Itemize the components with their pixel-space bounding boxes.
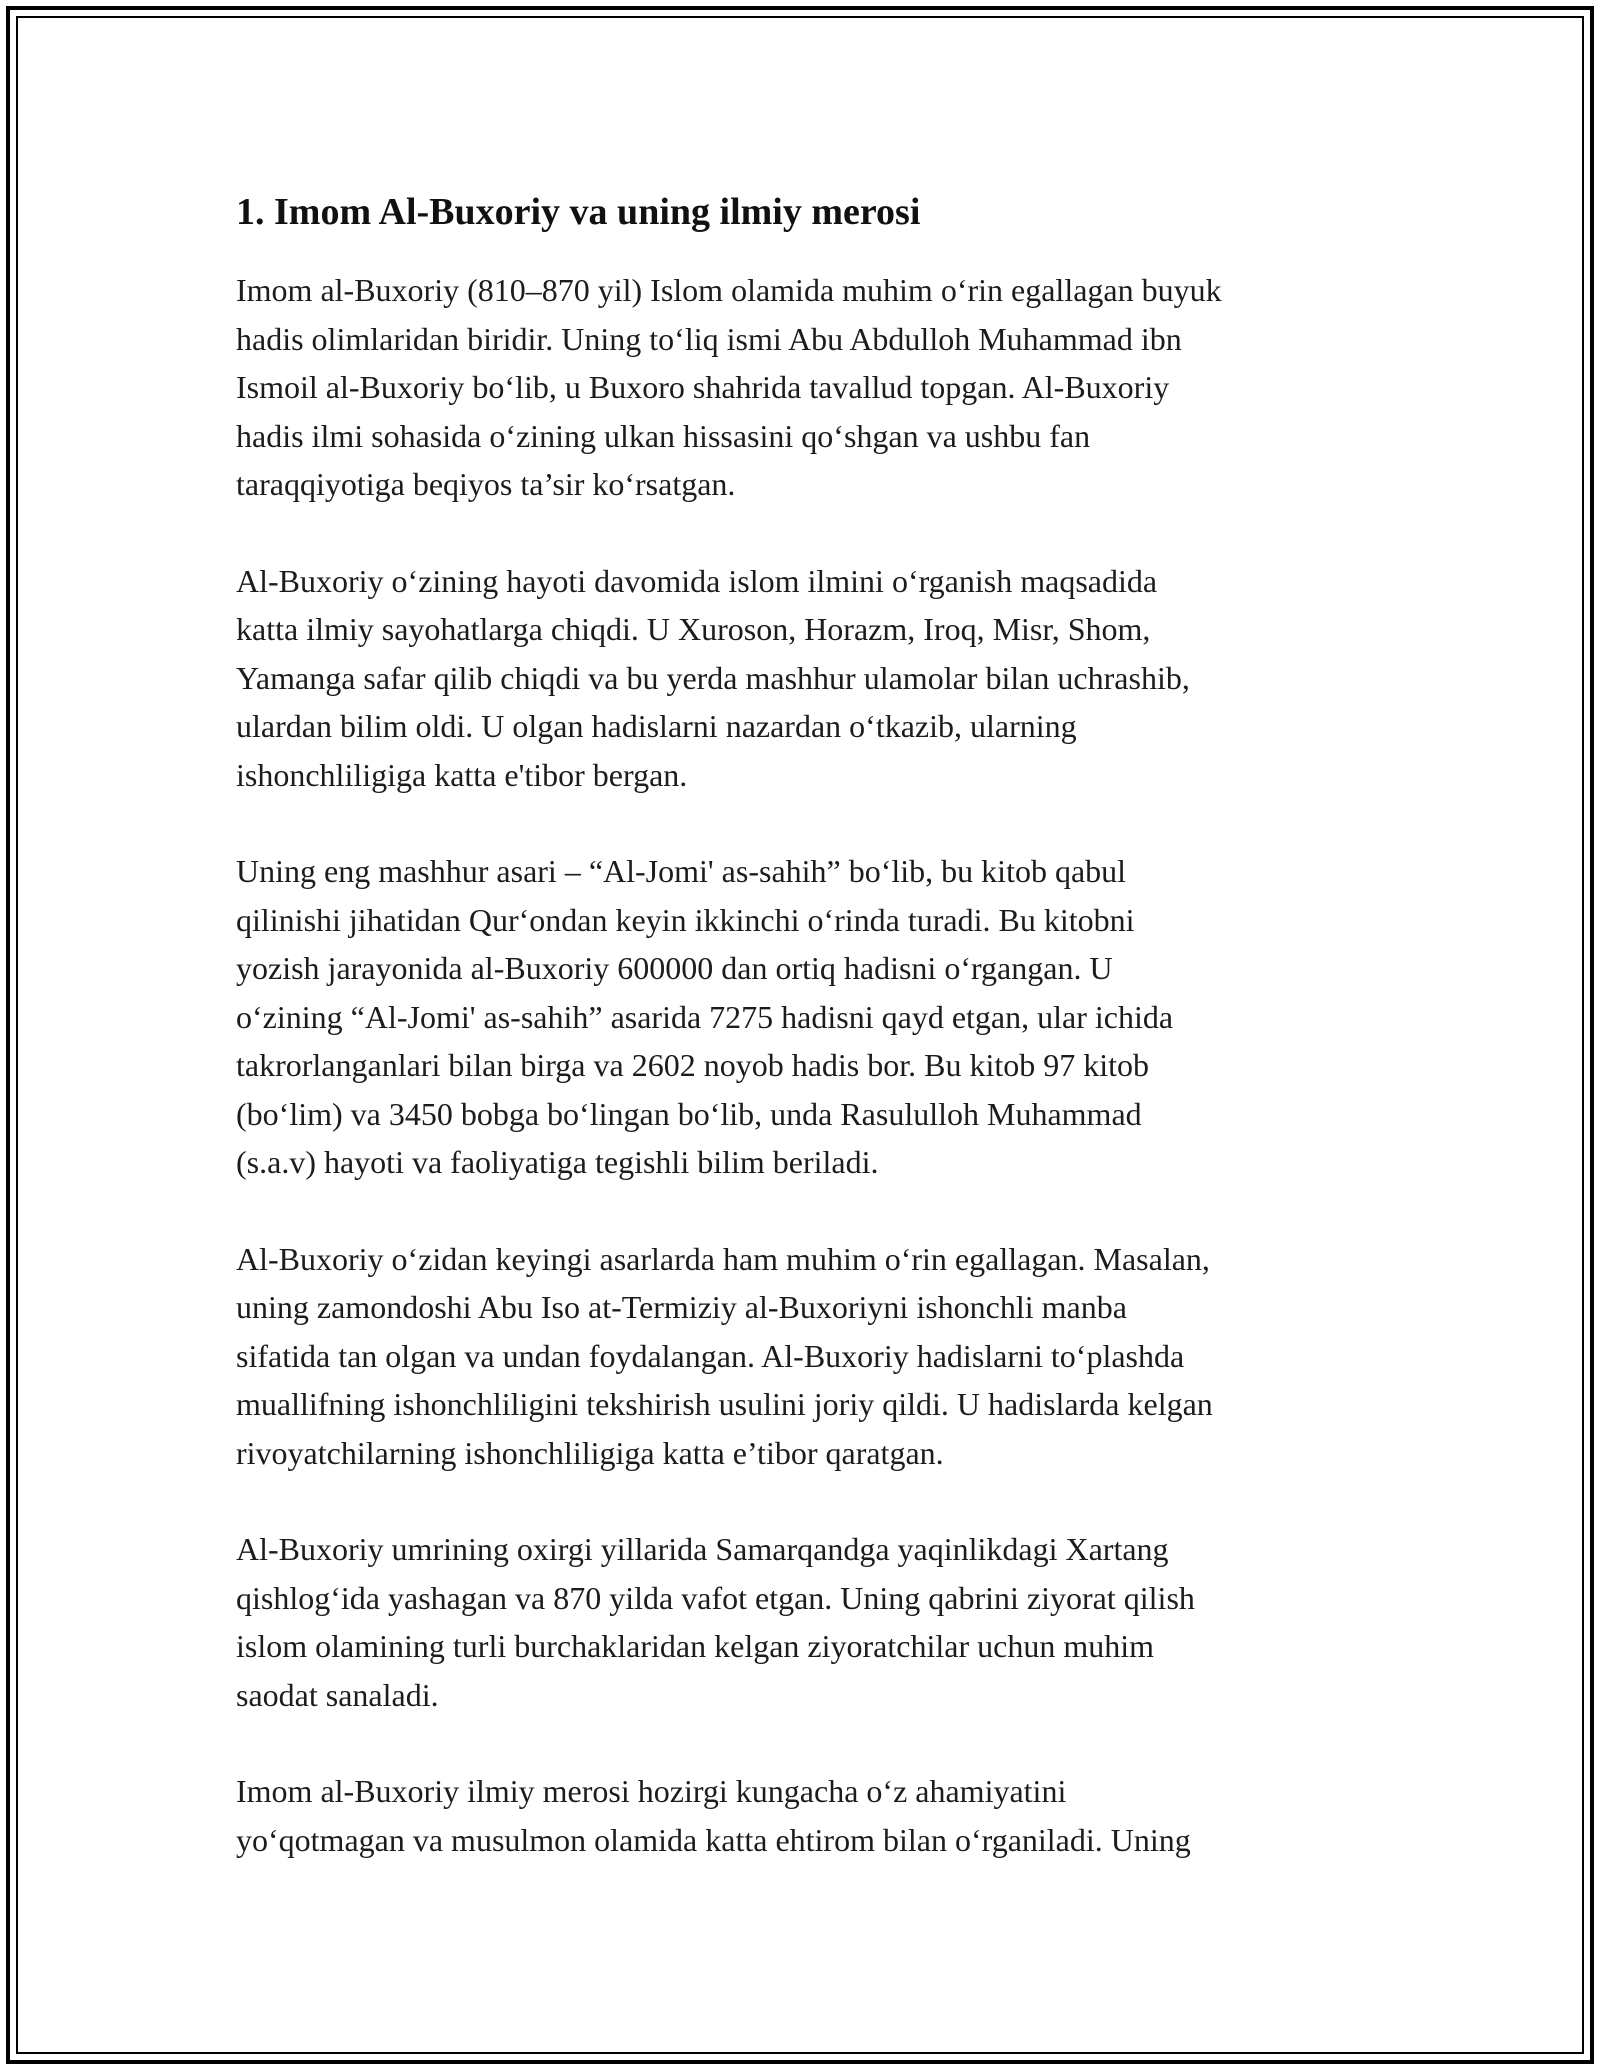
body-paragraph	[236, 1767, 1376, 1864]
paragraph-line: muallifning ishonchliligini tekshirish usulini joriy qildi. U hadislarda kelgan	[236, 1386, 1213, 1422]
paragraph-line: (s.a.v) hayoti va faoliyatiga tegishli bilim beriladi.	[236, 1144, 879, 1180]
paragraph-line: islom olamining turli burchaklaridan kelgan ziyoratchilar uchun muhim	[236, 1628, 1154, 1664]
paragraph-line: Ismoil al-Buxoriy bo‘lib, u Buxoro shahrida tavallud topgan. Al-Buxoriy	[236, 369, 1170, 405]
paragraph-line: hadis olimlaridan biridir. Uning to‘liq ismi Abu Abdulloh Muhammad ibn	[236, 320, 1182, 357]
body-paragraph	[236, 266, 1376, 509]
paragraph-line: qishlog‘ida yashagan va 870 yilda vafot etgan. Uning qabrini ziyorat qilish	[236, 1579, 1195, 1616]
paragraph-line: Yamanga safar qilib chiqdi va bu yerda mashhur ulamolar bilan uchrashib,	[236, 659, 1190, 696]
paragraph-line: (bo‘lim) va 3450 bobga bo‘lingan bo‘lib, unda Rasululloh Muhammad	[236, 1095, 1142, 1132]
body-paragraph	[236, 1525, 1376, 1719]
paragraph-line: Uning eng mashhur asari – “Al-Jomi' as-sahih” bo‘lib, bu kitob qabul	[236, 853, 1127, 889]
paragraph-line: o‘zining “Al-Jomi' as-sahih” asarida 7275 hadisni qayd etgan, ular ichida	[236, 998, 1174, 1035]
paragraph-line: yozish jarayonida al-Buxoriy 600000 dan ortiq hadisni o‘rgangan. U	[236, 950, 1113, 986]
paragraph-line: qilinishi jihatidan Qur‘ondan keyin ikkinchi o‘rinda turadi. Bu kitobni	[236, 901, 1135, 938]
paragraph-line: sifatida tan olgan va undan foydalangan. Al-Buxoriy hadislarni to‘plashda	[236, 1337, 1185, 1374]
paragraph-line: Imom al-Buxoriy ilmiy merosi hozirgi kungacha o‘z ahamiyatini	[236, 1773, 1067, 1809]
paragraph-line: Imom al-Buxoriy (810–870 yil) Islom olamida muhim o‘rin egallagan buyuk	[236, 272, 1222, 308]
paragraph-line: yo‘qotmagan va musulmon olamida katta ehtirom bilan o‘rganiladi. Uning	[236, 1821, 1191, 1858]
paragraph-line: ulardan bilim oldi. U olgan hadislarni nazardan o‘tkazib, ularning	[236, 708, 1077, 744]
paragraph-line: katta ilmiy sayohatlarga chiqdi. U Xuroson, Horazm, Iroq, Misr, Shom,	[236, 611, 1151, 647]
paragraph-line: Al-Buxoriy umrining oxirgi yillarida Samarqandga yaqinlikdagi Xartang	[236, 1531, 1169, 1567]
body-paragraph	[236, 1235, 1376, 1478]
paragraph-list	[236, 266, 1376, 1864]
section-heading: 1. Imom Al-Buxoriy va uning ilmiy merosi	[236, 191, 921, 233]
body-paragraph	[236, 557, 1376, 800]
paragraph-line: saodat sanaladi.	[236, 1676, 439, 1713]
body-paragraph	[236, 847, 1376, 1187]
paragraph-line: ishonchliligiga katta e'tibor bergan.	[236, 756, 688, 793]
paragraph-line: hadis ilmi sohasida o‘zining ulkan hissasini qo‘shgan va ushbu fan	[236, 417, 1091, 454]
paragraph-line: Al-Buxoriy o‘zining hayoti davomida islom ilmini o‘rganish maqsadida	[236, 562, 1158, 599]
document-body	[236, 186, 1376, 1912]
paragraph-line: uning zamondoshi Abu Iso at-Termiziy al-Buxoriyni ishonchli manba	[236, 1289, 1127, 1325]
paragraph-line: Al-Buxoriy o‘zidan keyingi asarlarda ham muhim o‘rin egallagan. Masalan,	[236, 1240, 1210, 1277]
paragraph-line: takrorlanganlari bilan birga va 2602 noyob hadis bor. Bu kitob 97 kitob	[236, 1047, 1150, 1083]
paragraph-line: rivoyatchilarning ishonchliligiga katta e’tibor qaratgan.	[236, 1434, 944, 1471]
paragraph-line: taraqqiyotiga beqiyos ta’sir ko‘rsatgan.	[236, 466, 736, 502]
